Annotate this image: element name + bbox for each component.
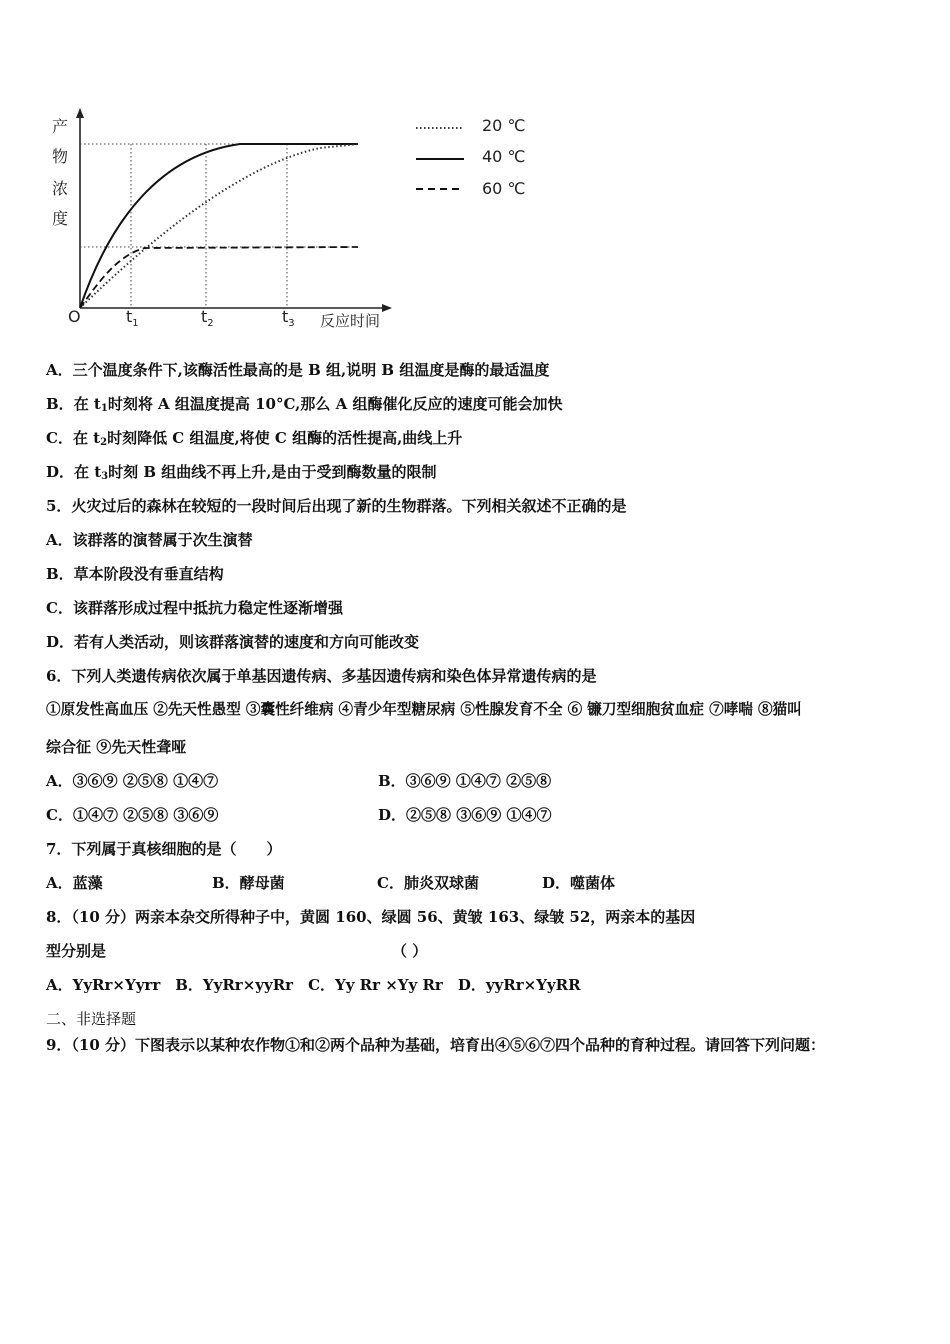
legend-label-20c: 20 ℃	[482, 116, 526, 135]
tick-t3: $t_3$	[282, 307, 295, 329]
q5-option-d: D．若有人类活动，则该群落演替的速度和方向可能改变	[46, 633, 420, 651]
q6-option-a: A．③⑥⑨ ②⑤⑧ ①④⑦	[46, 772, 219, 790]
x-axis-arrow	[382, 304, 392, 312]
q5-option-b: B．草本阶段没有垂直结构	[46, 565, 224, 583]
q4-option-b	[46, 394, 562, 419]
q7-option-c: C．肺炎双球菌	[377, 874, 479, 892]
q4-option-c	[46, 428, 462, 453]
curve-20c	[80, 144, 358, 308]
x-axis-label: 反应时间	[320, 312, 381, 330]
q4-d-sub: 3	[101, 471, 109, 482]
q7-option-b: B．酵母菌	[212, 874, 285, 892]
q7-stem: 7．下列属于真核细胞的是（ ）	[46, 840, 282, 858]
enzyme-temperature-figure	[40, 100, 540, 340]
legend-label-60c: 60 ℃	[482, 179, 526, 198]
q4-c-pre: 在 t	[72, 429, 101, 447]
q8-stem-line2: 型分别是	[46, 942, 107, 960]
q7-option-a: A．蓝藻	[46, 874, 103, 892]
q6-items-line2: 综合征 ⑨先天性聋哑	[46, 738, 187, 756]
tick-t1: $t_1$	[126, 307, 139, 329]
y-label-2: 物	[52, 147, 69, 166]
q7-option-d: D．噬菌体	[542, 874, 616, 892]
y-label-3: 浓	[52, 179, 69, 198]
q8-stem-line1: 8．（10 分）两亲本杂交所得种子中，黄圆 160、绿圆 56、黄皱 163、绿皱 52，两亲本的基因	[46, 908, 696, 926]
y-label-1: 产	[52, 117, 69, 136]
q4-b-label: B．	[46, 395, 74, 413]
q9-stem: 9．（10 分）下图表示以某种农作物①和②两个品种为基础，培育出④⑤⑥⑦四个品种的育种过程。请回答下列问题：	[46, 1036, 826, 1054]
q4-option-d	[46, 462, 437, 487]
q4-d-post: 时刻 B 组曲线不再上升,是由于受到酶数量的限制	[108, 463, 437, 481]
q4-b-pre: 在 t	[73, 395, 101, 413]
q4-a-label: A．	[46, 361, 73, 379]
q6-option-b: B．③⑥⑨ ①④⑦ ②⑤⑧	[378, 772, 552, 790]
q6-items-line1: ①原发性高血压 ②先天性愚型 ③囊性纤维病 ④青少年型糖尿病 ⑤性腺发育不全 ⑥ 镰刀型细胞贫血症 ⑦哮喘 ⑧猫叫	[46, 701, 802, 718]
tick-t2: $t_2$	[201, 307, 214, 329]
figure-svg	[40, 100, 540, 340]
curve-60c	[80, 247, 358, 308]
legend-label-40c: 40 ℃	[482, 147, 526, 166]
origin-label: O	[68, 307, 81, 326]
y-label-4: 度	[52, 209, 69, 228]
q4-b-sub: 1	[100, 403, 108, 414]
section-heading: 二、非选择题	[46, 1010, 137, 1028]
q6-option-c: C．①④⑦ ②⑤⑧ ③⑥⑨	[46, 806, 219, 824]
q4-c-sub: 2	[100, 437, 108, 448]
q4-c-label: C．	[46, 429, 73, 447]
q4-d-pre: 在 t	[74, 463, 102, 481]
curve-40c	[80, 144, 358, 308]
q5-stem: 5．火灾过后的森林在较短的一段时间后出现了新的生物群落。下列相关叙述不正确的是	[46, 497, 627, 515]
q6-stem: 6．下列人类遗传病依次属于单基因遗传病、多基因遗传病和染色体异常遗传病的是	[46, 667, 597, 685]
q8-paren: （ ）	[392, 942, 428, 960]
q4-d-label: D．	[46, 463, 75, 481]
q8-options: A．YyRr×Yyrr B．YyRr×yyRr C．Yy Rr ×Yy Rr D．yyRr×YyRR	[46, 976, 581, 994]
q5-option-a: A．该群落的演替属于次生演替	[46, 531, 253, 549]
q6-option-d: D．②⑤⑧ ③⑥⑨ ①④⑦	[378, 806, 552, 824]
q4-option-a	[46, 360, 549, 380]
q4-a-text: 三个温度条件下,该酶活性最高的是 B 组,说明 B 组温度是酶的最适温度	[72, 361, 550, 379]
q4-b-post: 时刻将 A 组温度提高 10°C,那么 A 组酶催化反应的速度可能会加快	[107, 395, 563, 413]
y-axis-arrow	[76, 108, 84, 118]
q5-option-c: C．该群落形成过程中抵抗力稳定性逐渐增强	[46, 599, 343, 617]
q4-c-post: 时刻降低 C 组温度,将使 C 组酶的活性提高,曲线上升	[107, 429, 463, 447]
